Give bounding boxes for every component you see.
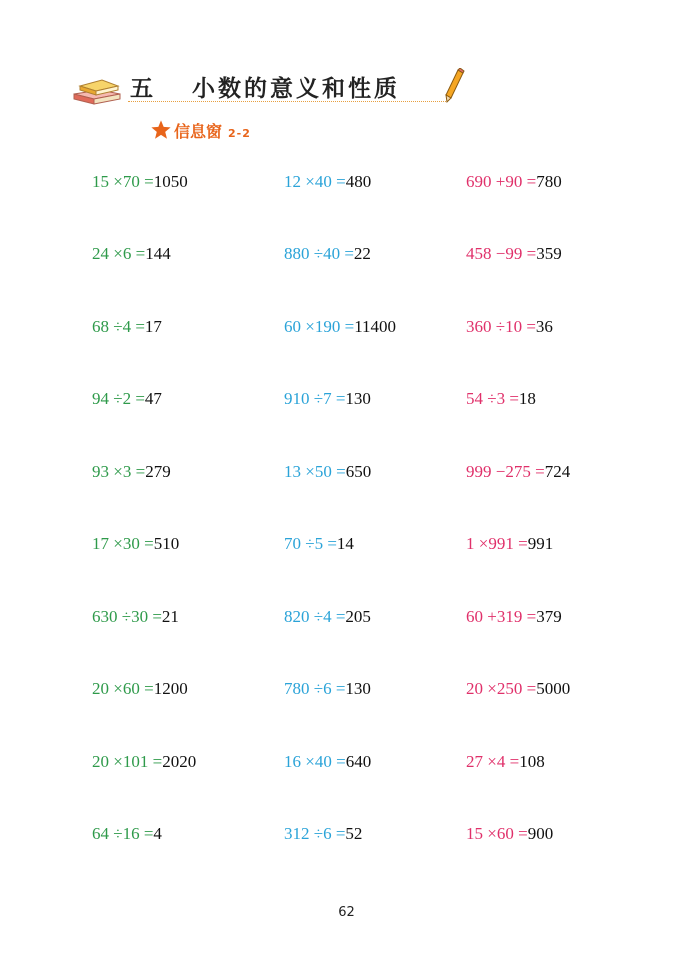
equation-expression: 54 ÷3 = xyxy=(466,389,519,408)
equation-expression: 458 −99 = xyxy=(466,244,537,263)
equation-result: 780 xyxy=(536,172,562,191)
equation-expression: 780 ÷6 = xyxy=(284,679,346,698)
equation-result: 18 xyxy=(518,389,536,408)
equation-result: 130 xyxy=(345,679,371,698)
equation-row xyxy=(92,317,162,337)
equation-result: 108 xyxy=(519,752,545,771)
equation-result: 11400 xyxy=(354,317,397,336)
equation-result: 5000 xyxy=(536,679,571,698)
section-label: 信息窗 xyxy=(174,122,223,141)
equation-expression: 630 ÷30 = xyxy=(92,607,162,626)
equation-row xyxy=(466,679,570,699)
equation-expression: 16 ×40 = xyxy=(284,752,346,771)
equation-row xyxy=(92,824,162,844)
equation-row xyxy=(284,244,371,264)
section-number: 2-2 xyxy=(228,127,251,140)
equation-expression: 15 ×70 = xyxy=(92,172,154,191)
equation-expression: 820 ÷4 = xyxy=(284,607,346,626)
equation-result: 52 xyxy=(345,824,363,843)
equation-expression: 13 ×50 = xyxy=(284,462,346,481)
equation-row xyxy=(466,317,553,337)
star-icon xyxy=(150,119,172,141)
equation-result: 36 xyxy=(535,317,553,336)
equation-row xyxy=(466,389,536,409)
equation-result: 510 xyxy=(153,534,180,553)
equation-result: 379 xyxy=(536,607,562,626)
equation-expression: 999 −275 = xyxy=(466,462,545,481)
equation-row xyxy=(92,534,179,554)
equation-result: 47 xyxy=(144,389,162,408)
equation-expression: 68 ÷4 = xyxy=(92,317,145,336)
chapter-title: 小数的意义和性质 xyxy=(192,76,400,102)
equation-result: 2020 xyxy=(162,752,197,771)
equation-row xyxy=(92,607,179,627)
equation-result: 130 xyxy=(345,389,371,408)
equation-expression: 70 ÷5 = xyxy=(284,534,337,553)
equation-result: 480 xyxy=(345,172,372,191)
equation-expression: 12 ×40 = xyxy=(284,172,346,191)
equation-expression: 690 +90 = xyxy=(466,172,537,191)
equation-row xyxy=(466,534,553,554)
equation-result: 640 xyxy=(345,752,372,771)
equation-row xyxy=(284,534,354,554)
equation-expression: 60 +319 = xyxy=(466,607,537,626)
equation-expression: 880 ÷40 = xyxy=(284,244,354,263)
equation-row xyxy=(284,824,362,844)
equation-result: 991 xyxy=(527,534,554,553)
equation-expression: 15 ×60 = xyxy=(466,824,528,843)
equation-result: 205 xyxy=(345,607,371,626)
pencil-icon xyxy=(443,68,465,104)
chapter-header xyxy=(70,68,470,108)
chapter-number: 五 xyxy=(130,76,153,102)
equation-row xyxy=(92,679,188,699)
equation-expression: 94 ÷2 = xyxy=(92,389,145,408)
equation-result: 650 xyxy=(345,462,372,481)
equation-result: 1050 xyxy=(153,172,188,191)
equation-row xyxy=(466,824,553,844)
equation-row xyxy=(466,462,570,482)
equation-row xyxy=(284,607,371,627)
equation-result: 4 xyxy=(153,824,162,843)
equation-row xyxy=(466,244,562,264)
equation-expression: 17 ×30 = xyxy=(92,534,154,553)
equation-expression: 64 ÷16 = xyxy=(92,824,154,843)
equation-expression: 910 ÷7 = xyxy=(284,389,346,408)
equation-expression: 20 ×60 = xyxy=(92,679,154,698)
header-divider xyxy=(128,101,446,102)
equation-expression: 60 ×190 = xyxy=(284,317,355,336)
books-icon xyxy=(70,74,122,106)
equation-row xyxy=(284,679,371,699)
equation-row xyxy=(92,244,171,264)
equation-row xyxy=(284,317,396,337)
equation-expression: 20 ×101 = xyxy=(92,752,163,771)
equation-result: 724 xyxy=(544,462,571,481)
equation-expression: 1 ×991 = xyxy=(466,534,528,553)
equation-result: 17 xyxy=(144,317,162,336)
equation-expression: 20 ×250 = xyxy=(466,679,537,698)
equation-result: 14 xyxy=(336,534,354,553)
equation-result: 359 xyxy=(536,244,562,263)
equation-row xyxy=(92,389,162,409)
equation-result: 21 xyxy=(161,607,179,626)
equation-expression: 27 ×4 = xyxy=(466,752,520,771)
equation-row xyxy=(284,389,371,409)
page-number: 62 xyxy=(338,905,355,920)
equation-expression: 312 ÷6 = xyxy=(284,824,346,843)
equation-row xyxy=(284,172,371,192)
equation-row xyxy=(92,172,188,192)
equation-row xyxy=(92,752,196,772)
equation-row xyxy=(466,752,545,772)
equation-row xyxy=(92,462,171,482)
equation-result: 22 xyxy=(353,244,371,263)
equation-result: 1200 xyxy=(153,679,188,698)
equation-row xyxy=(466,607,562,627)
equation-expression: 360 ÷10 = xyxy=(466,317,536,336)
equation-result: 900 xyxy=(527,824,554,843)
equation-result: 144 xyxy=(145,244,171,263)
equation-result: 279 xyxy=(145,462,171,481)
equation-row xyxy=(284,752,371,772)
equation-expression: 24 ×6 = xyxy=(92,244,146,263)
equation-row xyxy=(466,172,562,192)
equation-row xyxy=(284,462,371,482)
equation-expression: 93 ×3 = xyxy=(92,462,146,481)
